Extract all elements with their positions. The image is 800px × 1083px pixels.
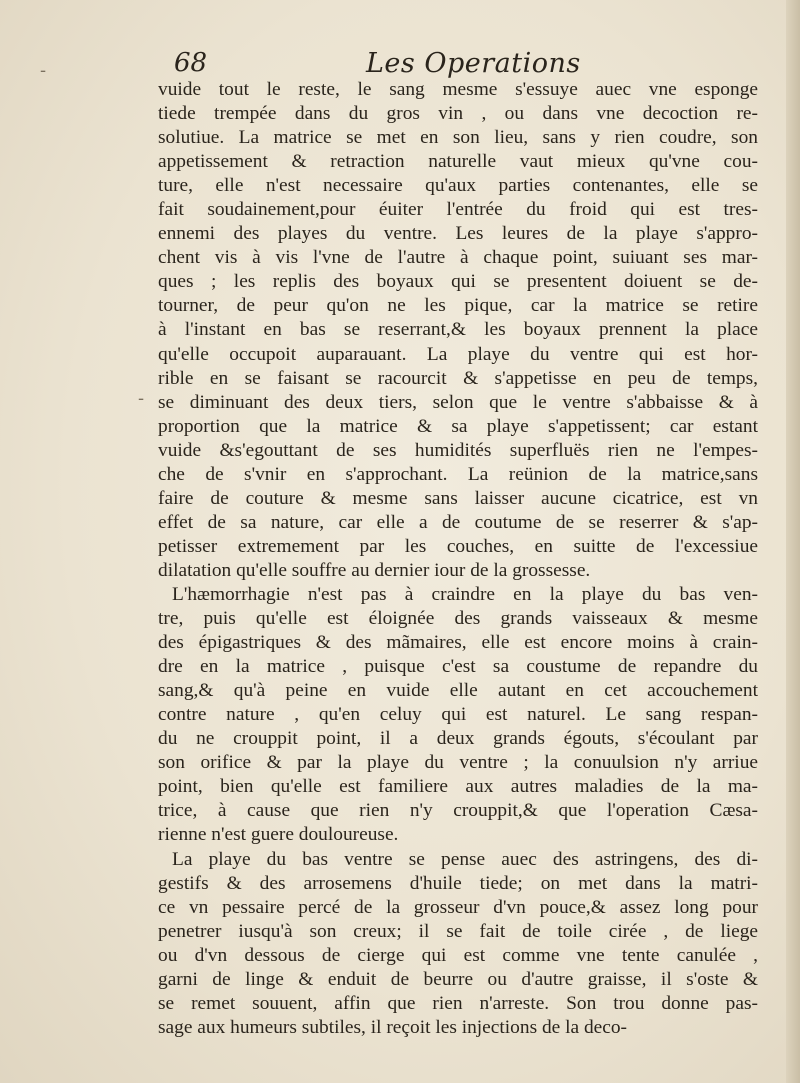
text-line: se diminuant des deux tiers, selon que le ventre s'abbaisse & à <box>158 391 758 413</box>
text-line: tre, puis qu'elle est éloignée des grands vaisseaux & mesme <box>158 608 758 630</box>
text-line: petisser extremement par les couches, en suitte de l'excessiue <box>158 535 758 557</box>
text-line: point, bien qu'elle est familiere aux autres maladies de la ma- <box>158 776 758 798</box>
text-line: faire de couture & mesme sans laisser aucune cicatrice, est vn <box>158 487 758 509</box>
text-line: rienne n'est guere douloureuse. <box>158 824 399 846</box>
margin-mark: ‐ <box>40 60 47 81</box>
text-line: chent vis à vis l'vne de l'autre à chaque point, suiuant ses mar- <box>158 247 758 269</box>
text-line: garni de linge & enduit de beurre ou d'autre graisse, il s'oste & <box>158 968 758 990</box>
body-text <box>158 78 758 1040</box>
text-line: dre en la matrice , puisque c'est sa coustume de repandre du <box>158 656 758 678</box>
text-line: dilatation qu'elle souffre au dernier iour de la grossesse. <box>158 559 591 581</box>
text-line: trice, à cause que rien n'y crouppit,& que l'operation Cæsa- <box>158 800 758 822</box>
text-line: effet de sa nature, car elle a de coutume de se reserrer & s'ap- <box>158 511 758 533</box>
text-line: rible en se faisant se racourcit & s'appetisse en peu de temps, <box>158 367 758 389</box>
text-line: du ne crouppit point, il a deux grands égouts, s'écoulant par <box>158 728 758 750</box>
text-line: ce vn pessaire percé de la grosseur d'vn pouce,& assez long pour <box>158 896 758 918</box>
text-line: fait soudainement,pour éuiter l'entrée du froid qui est tres- <box>158 199 758 221</box>
running-title: Les Operations <box>366 48 581 79</box>
text-line: penetrer iusqu'à son creux; il se fait de toile cirée , de liege <box>158 920 758 942</box>
text-line: qu'elle occupoit auparauant. La playe du ventre qui est hor- <box>158 343 758 365</box>
text-line: des épigastriques & des mãmaires, elle est encore moins à crain- <box>158 632 758 654</box>
text-line: solutiue. La matrice se met en son lieu, sans y rien coudre, son <box>158 127 758 149</box>
text-line: sang,& qu'à peine en vuide elle autant en cet accouchement <box>158 680 758 702</box>
text-line: gestifs & des arrosemens d'huile tiede; on met dans la matri- <box>158 872 758 894</box>
text-line: ture, elle n'est necessaire qu'aux parties contenantes, elle se <box>158 175 758 197</box>
text-line: vuide &s'egouttant de ses humidités superfluës rien ne l'empes- <box>158 439 758 461</box>
text-line: che de s'vnir en s'approchant. La reünion de la matrice,sans <box>158 463 758 485</box>
text-line: à l'instant en bas se reserrant,& les boyaux prennent la place <box>158 319 758 341</box>
margin-mark: ‐ <box>138 388 145 409</box>
page-edge-shadow <box>786 0 800 1083</box>
text-line: ques ; les replis des boyaux qui se presentent doiuent se de- <box>158 271 758 293</box>
text-line: contre nature , qu'en celuy qui est naturel. Le sang respan- <box>158 704 758 726</box>
text-line: L'hæmorrhagie n'est pas à craindre en la playe du bas ven- <box>172 583 758 605</box>
text-line: sage aux humeurs subtiles, il reçoit les injections de la deco- <box>158 1016 628 1038</box>
text-line: appetissement & retraction naturelle vaut mieux qu'vne cou- <box>158 151 758 173</box>
text-line: tiede trempée dans du gros vin , ou dans vne decoction re- <box>158 103 758 125</box>
text-line: La playe du bas ventre se pense auec des astringens, des di- <box>172 848 758 870</box>
text-line: vuide tout le reste, le sang mesme s'essuye auec vne esponge <box>158 79 758 100</box>
text-line: proportion que la matrice & sa playe s'appetissent; car estant <box>158 415 758 437</box>
text-line: ennemi des playes du ventre. Les leures de la playe s'appro- <box>158 223 758 245</box>
text-line: son orifice & par la playe du ventre ; la conuulsion n'y arriue <box>158 752 758 774</box>
page-number: 68 <box>174 48 208 78</box>
text-line: ou d'vn dessous de cierge qui est comme vne tente canulée , <box>158 944 758 966</box>
page-header <box>160 48 760 82</box>
text-line: se remet souuent, affin que rien n'arreste. Son trou donne pas- <box>158 992 758 1014</box>
text-line: tourner, de peur qu'on ne les pique, car la matrice se retire <box>158 295 758 317</box>
